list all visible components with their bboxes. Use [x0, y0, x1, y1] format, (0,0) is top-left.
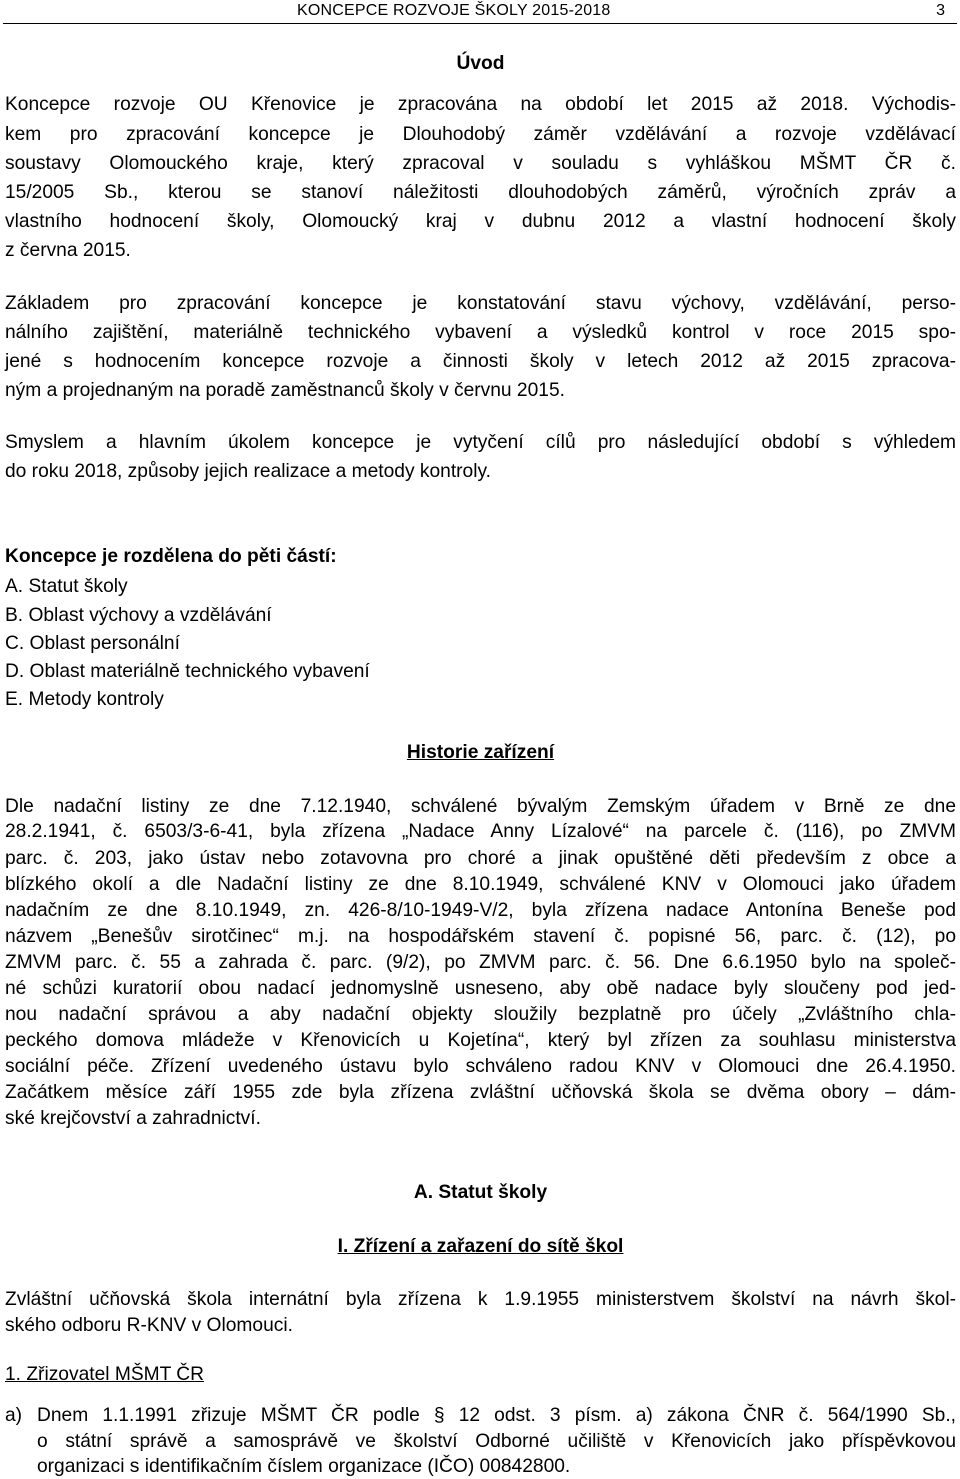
history-heading	[5, 742, 956, 764]
intro-p2-line: jené s hodnocením koncepce rozvoje a činnosti školy v letech 2012 až 2015 zpracova-	[5, 351, 956, 372]
intro-p3-line: Smyslem a hlavním úkolem koncepce je vytyčení cílů pro následující období s výhledem	[5, 432, 956, 453]
statut-subheading	[5, 1236, 956, 1258]
parts-item: D. Oblast materiálně technického vybavení	[5, 661, 370, 682]
history-line: nou nadační správou a aby nadační objekty sloužily bezplatně pro účely „Zvláštního chla-	[5, 1004, 956, 1025]
intro-p1-line: Koncepce rozvoje OU Křenovice je zpracována na období let 2015 až 2018. Východis-	[5, 94, 956, 115]
statut-heading: A. Statut školy	[413, 1182, 548, 1203]
page-header	[0, 0, 960, 24]
history-line: názvem „Benešův sirotčinec“ m.j. na hospodářském stavení č. popisné 56, parc. č. (12), po	[5, 926, 956, 947]
intro-heading: Úvod	[456, 53, 505, 74]
history-line: Začátkem měsíce září 1955 zde byla zřízena zvláštní učňovská škola se dvěma obory – dám-	[5, 1082, 956, 1103]
parts-item: A. Statut školy	[5, 576, 128, 597]
founder-heading	[5, 1364, 956, 1386]
intro-p1-line: 15/2005 Sb., kterou se stanoví náležitosti dlouhodobých záměrů, výročních zpráv a	[5, 182, 956, 203]
history-line: nadačním ze dne 8.10.1949, zn. 426-8/10-1949-V/2, byla zřízena nadace Antonína Beneše pod	[5, 900, 956, 921]
item-a-line: organizaci s identifikačním číslem organizace (IČO) 00842800.	[37, 1456, 571, 1477]
history-line: blízkého okolí a dle Nadační listiny ze dne 8.10.1949, schválené KNV v Olomouci jako úřadem	[5, 874, 956, 895]
history-heading-text: Historie zařízení	[406, 742, 555, 763]
intro-p3-line: do roku 2018, způsoby jejich realizace a metody kontroly.	[5, 461, 491, 482]
history-line: ZMVM parc. č. 55 a zahrada č. parc. (9/2), po ZMVM parc. č. 56. Dne 6.6.1950 bylo na společ-	[5, 952, 956, 973]
history-line: sociální péče. Zřízení uvedeného ústavu bylo schváleno radou KNV v Olomouci dne 26.4.1950.	[5, 1056, 956, 1077]
intro-p2-line: ným a projednaným na poradě zaměstnanců školy v červnu 2015.	[5, 380, 565, 401]
intro-p2-line: Základem pro zpracování koncepce je konstatování stavu výchovy, vzdělávání, perso-	[5, 293, 956, 314]
header-rule	[3, 23, 957, 24]
parts-item: C. Oblast personální	[5, 633, 180, 654]
item-a-line: Dnem 1.1.1991 zřizuje MŠMT ČR podle § 12 odst. 3 písm. a) zákona ČNR č. 564/1990 Sb.,	[37, 1405, 956, 1426]
intro-p1-line: vlastního hodnocení školy, Olomoucký kraj v dubnu 2012 a vlastní hodnocení školy	[5, 211, 956, 232]
parts-item: E. Metody kontroly	[5, 689, 164, 710]
item-a-marker: a)	[5, 1405, 23, 1426]
header-title: KONCEPCE ROZVOJE ŠKOLY 2015-2018	[297, 2, 611, 19]
history-line: né schůzi kuratorií obou nadací jednomyslně usneseno, aby obě nadace byly sloučeny pod jed-	[5, 978, 956, 999]
history-line: parc. č. 203, jako ústav nebo zotavovna pro choré a jinak opuštěné děti především z obce a	[5, 848, 956, 869]
intro-p1-line: soustavy Olomouckého kraje, který zpracoval v souladu s vyhláškou MŠMT ČR č.	[5, 153, 956, 174]
item-a-line: o státní správě a samosprávě ve školství Odborné učiliště v Křenovicích jako příspěvkovou	[37, 1431, 956, 1452]
history-line: ské krejčovství a zahradnictví.	[5, 1108, 261, 1129]
history-line: peckého domova mládeže v Křenovicích u Kojetína“, který byl zřízen za souhlasu ministerstva	[5, 1030, 956, 1051]
parts-item: B. Oblast výchovy a vzdělávání	[5, 605, 272, 626]
statut-subheading-text: I. Zřízení a zařazení do sítě škol	[337, 1236, 624, 1257]
history-line: Dle nadační listiny ze dne 7.12.1940, schválené bývalým Zemským úřadem v Brně ze dne	[5, 796, 956, 817]
page-number: 3	[936, 2, 945, 19]
founder-heading-text: 1. Zřizovatel MŠMT ČR	[5, 1364, 205, 1385]
statut-p-line: ského odboru R-KNV v Olomouci.	[5, 1315, 293, 1336]
parts-heading: Koncepce je rozdělena do pěti částí:	[5, 546, 337, 567]
intro-p1-line: z června 2015.	[5, 240, 131, 261]
history-line: 28.2.1941, č. 6503/3-6-41, byla zřízena „Nadace Anny Lízalové“ na parcele č. (116), po ZMVM	[5, 821, 956, 842]
statut-p-line: Zvláštní učňovská škola internátní byla zřízena k 1.9.1955 ministerstvem školství na návrh škol-	[5, 1289, 956, 1310]
intro-p1-line: kem pro zpracování koncepce je Dlouhodobý záměr vzdělávání a rozvoje vzdělávací	[5, 124, 956, 145]
intro-p2-line: nálního zajištění, materiálně technického vybavení a výsledků kontrol v roce 2015 spo-	[5, 322, 956, 343]
